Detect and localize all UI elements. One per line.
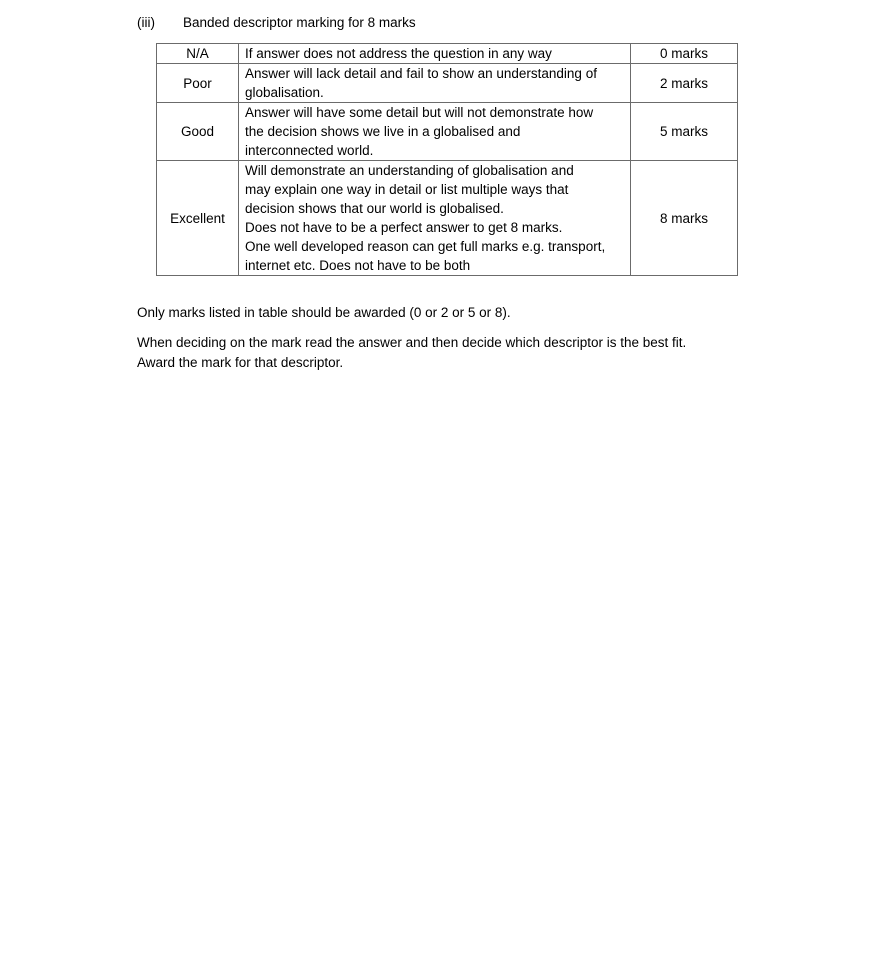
descriptor	[239, 161, 631, 276]
descriptor-line: decision shows that our world is globalised.	[245, 201, 504, 216]
marks-value: 8 marks	[631, 161, 738, 276]
descriptor-line: If answer does not address the question in any way	[245, 46, 552, 61]
section-title: Banded descriptor marking for 8 marks	[183, 15, 416, 30]
table-row	[157, 44, 738, 64]
section-number: (iii)	[137, 15, 155, 30]
table-row	[157, 103, 738, 161]
descriptor-line: internet etc. Does not have to be both	[245, 258, 471, 273]
descriptor	[239, 64, 631, 103]
descriptor-line: Answer will have some detail but will not demonstrate how	[245, 105, 594, 120]
descriptor-line: the decision shows we live in a globalised and	[245, 124, 521, 139]
table-row	[157, 161, 738, 276]
band-label: Good	[157, 103, 239, 161]
descriptor-line: interconnected world.	[245, 143, 374, 158]
descriptor-line: One well developed reason can get full marks e.g. transport,	[245, 239, 606, 254]
awarded-marks-note: Only marks listed in table should be awarded (0 or 2 or 5 or 8).	[137, 305, 511, 320]
deciding-note-line: When deciding on the mark read the answer and then decide which descriptor is the best fit.	[137, 335, 687, 350]
marks-value: 2 marks	[631, 64, 738, 103]
table-row	[157, 64, 738, 103]
descriptor-line: may explain one way in detail or list multiple ways that	[245, 182, 569, 197]
section-heading	[137, 13, 416, 33]
band-label: Poor	[157, 64, 239, 103]
marks-value: 5 marks	[631, 103, 738, 161]
band-label: N/A	[157, 44, 239, 64]
descriptor-line: Will demonstrate an understanding of globalisation and	[245, 163, 574, 178]
marks-value: 0 marks	[631, 44, 738, 64]
descriptor	[239, 44, 631, 64]
deciding-note-line: Award the mark for that descriptor.	[137, 355, 344, 370]
descriptor-line: globalisation.	[245, 85, 324, 100]
descriptor-line: Does not have to be a perfect answer to get 8 marks.	[245, 220, 563, 235]
descriptor-line: Answer will lack detail and fail to show an understanding of	[245, 66, 597, 81]
descriptor	[239, 103, 631, 161]
band-label: Excellent	[157, 161, 239, 276]
marking-table	[156, 43, 738, 276]
